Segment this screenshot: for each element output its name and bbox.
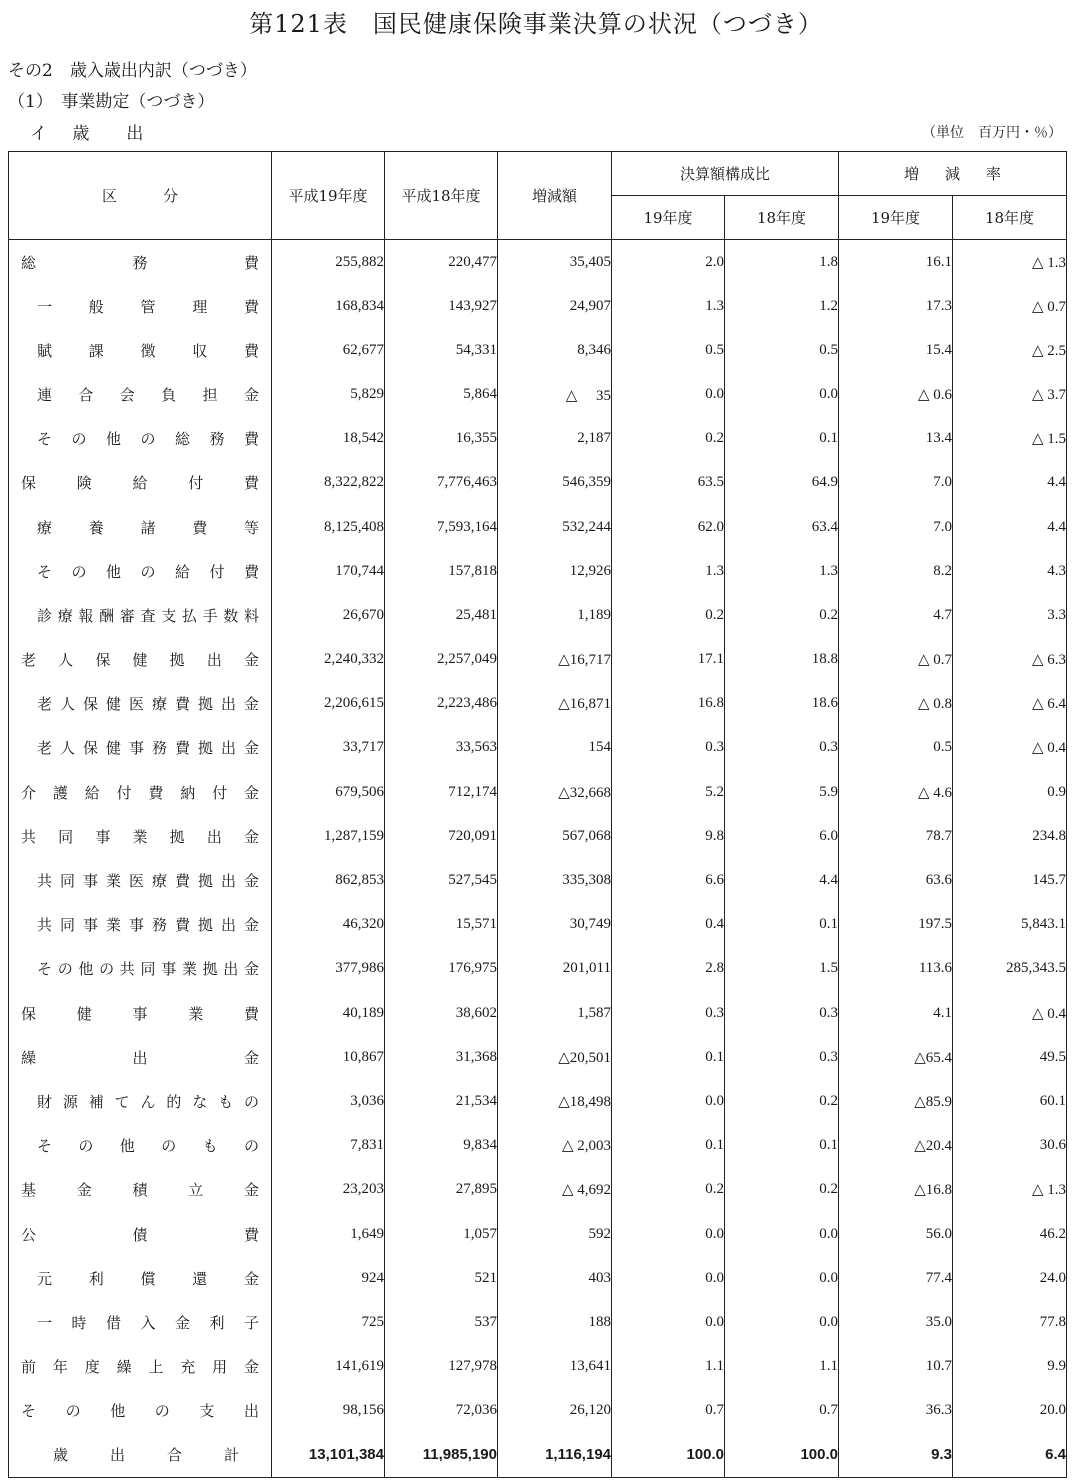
row-label: 歳出合計 bbox=[9, 1433, 272, 1478]
rate-18: △ 2.5 bbox=[953, 328, 1067, 372]
row-label: 療養諸費等 bbox=[9, 505, 272, 549]
row-label: 連合会負担金 bbox=[9, 372, 272, 416]
header-composition-18: 18年度 bbox=[725, 196, 839, 240]
rate-18: 234.8 bbox=[953, 814, 1067, 858]
composition-19: 0.3 bbox=[612, 991, 725, 1035]
rate-18: △ 6.3 bbox=[953, 638, 1067, 682]
rate-18: 285,343.5 bbox=[953, 947, 1067, 991]
composition-18: 18.8 bbox=[725, 638, 839, 682]
header-rate-19: 19年度 bbox=[839, 196, 953, 240]
value-change: 188 bbox=[498, 1300, 612, 1344]
row-label: 基金積立金 bbox=[9, 1168, 272, 1212]
composition-18: 1.1 bbox=[725, 1345, 839, 1389]
composition-19: 0.0 bbox=[612, 372, 725, 416]
value-fy18: 527,545 bbox=[385, 858, 498, 902]
value-change: 8,346 bbox=[498, 328, 612, 372]
composition-19: 1.3 bbox=[612, 284, 725, 328]
composition-18: 0.3 bbox=[725, 991, 839, 1035]
composition-18: 18.6 bbox=[725, 682, 839, 726]
value-change: 546,359 bbox=[498, 461, 612, 505]
value-change: 1,116,194 bbox=[498, 1433, 612, 1478]
value-fy18: 712,174 bbox=[385, 770, 498, 814]
rate-19: 9.3 bbox=[839, 1433, 953, 1478]
rate-18: 3.3 bbox=[953, 593, 1067, 637]
subtitle-expenditure: イ 歳 出 bbox=[30, 124, 154, 144]
unit-note: （単位 百万円・％） bbox=[922, 125, 1062, 141]
page-title: 第121表 国民健康保険事業決算の状況（つづき） bbox=[249, 10, 823, 38]
value-change: 13,641 bbox=[498, 1345, 612, 1389]
rate-18: 5,843.1 bbox=[953, 903, 1067, 947]
row-label: 共同事業事務費拠出金 bbox=[9, 903, 272, 947]
rate-19: △ 0.7 bbox=[839, 638, 953, 682]
row-label: その他の共同事業拠出金 bbox=[9, 947, 272, 991]
table-row bbox=[9, 505, 1067, 549]
composition-18: 1.8 bbox=[725, 240, 839, 285]
table-row bbox=[9, 903, 1067, 947]
rate-18: △ 1.5 bbox=[953, 417, 1067, 461]
value-fy18: 127,978 bbox=[385, 1345, 498, 1389]
composition-19: 5.2 bbox=[612, 770, 725, 814]
composition-19: 9.8 bbox=[612, 814, 725, 858]
rate-18: 6.4 bbox=[953, 1433, 1067, 1478]
value-change: 1,189 bbox=[498, 593, 612, 637]
value-fy19: 924 bbox=[272, 1256, 385, 1300]
value-change: 532,244 bbox=[498, 505, 612, 549]
table-row bbox=[9, 726, 1067, 770]
row-label: 総務費 bbox=[9, 240, 272, 285]
value-change: △32,668 bbox=[498, 770, 612, 814]
value-fy18: 16,355 bbox=[385, 417, 498, 461]
composition-19: 0.0 bbox=[612, 1079, 725, 1123]
table-row bbox=[9, 372, 1067, 416]
row-label: 保険給付費 bbox=[9, 461, 272, 505]
row-label: 保健事業費 bbox=[9, 991, 272, 1035]
table-row bbox=[9, 284, 1067, 328]
value-fy19: 8,322,822 bbox=[272, 461, 385, 505]
rate-19: 4.1 bbox=[839, 991, 953, 1035]
value-fy18: 72,036 bbox=[385, 1389, 498, 1433]
composition-18: 0.2 bbox=[725, 1079, 839, 1123]
composition-19: 63.5 bbox=[612, 461, 725, 505]
value-fy19: 170,744 bbox=[272, 549, 385, 593]
value-change: 335,308 bbox=[498, 858, 612, 902]
composition-19: 1.1 bbox=[612, 1345, 725, 1389]
total-row bbox=[9, 1433, 1067, 1478]
row-label: 財源補てん的なもの bbox=[9, 1079, 272, 1123]
subtitle-section: その2 歳入歳出内訳（つづき） bbox=[8, 61, 257, 81]
rate-19: △ 0.8 bbox=[839, 682, 953, 726]
table-row bbox=[9, 417, 1067, 461]
value-change: 567,068 bbox=[498, 814, 612, 858]
value-change: 2,187 bbox=[498, 417, 612, 461]
row-label: その他の支出 bbox=[9, 1389, 272, 1433]
composition-19: 100.0 bbox=[612, 1433, 725, 1478]
rate-18: 49.5 bbox=[953, 1035, 1067, 1079]
header-composition: 決算額構成比 bbox=[612, 152, 839, 196]
value-change: △ 35 bbox=[498, 372, 612, 416]
composition-18: 0.0 bbox=[725, 1300, 839, 1344]
value-fy19: 1,649 bbox=[272, 1212, 385, 1256]
value-fy19: 13,101,384 bbox=[272, 1433, 385, 1478]
table-row bbox=[9, 814, 1067, 858]
value-change: 24,907 bbox=[498, 284, 612, 328]
composition-18: 0.5 bbox=[725, 328, 839, 372]
composition-19: 0.1 bbox=[612, 1124, 725, 1168]
value-fy19: 3,036 bbox=[272, 1079, 385, 1123]
rate-19: 4.7 bbox=[839, 593, 953, 637]
value-fy19: 2,240,332 bbox=[272, 638, 385, 682]
composition-18: 0.2 bbox=[725, 1168, 839, 1212]
rate-19: △65.4 bbox=[839, 1035, 953, 1079]
rate-19: △16.8 bbox=[839, 1168, 953, 1212]
rate-19: 56.0 bbox=[839, 1212, 953, 1256]
header-rate: 増減率 bbox=[839, 152, 1067, 196]
value-fy18: 5,864 bbox=[385, 372, 498, 416]
composition-18: 0.0 bbox=[725, 1212, 839, 1256]
value-fy18: 54,331 bbox=[385, 328, 498, 372]
composition-19: 0.0 bbox=[612, 1212, 725, 1256]
composition-18: 1.5 bbox=[725, 947, 839, 991]
composition-18: 0.1 bbox=[725, 1124, 839, 1168]
composition-19: 0.0 bbox=[612, 1300, 725, 1344]
rate-18: △ 1.3 bbox=[953, 240, 1067, 285]
value-change: 201,011 bbox=[498, 947, 612, 991]
value-fy19: 2,206,615 bbox=[272, 682, 385, 726]
value-fy18: 537 bbox=[385, 1300, 498, 1344]
value-fy19: 255,882 bbox=[272, 240, 385, 285]
table-row bbox=[9, 1300, 1067, 1344]
value-change: △18,498 bbox=[498, 1079, 612, 1123]
table-row bbox=[9, 1035, 1067, 1079]
rate-19: 10.7 bbox=[839, 1345, 953, 1389]
rate-19: 197.5 bbox=[839, 903, 953, 947]
composition-18: 5.9 bbox=[725, 770, 839, 814]
value-fy19: 141,619 bbox=[272, 1345, 385, 1389]
composition-18: 1.2 bbox=[725, 284, 839, 328]
value-fy18: 33,563 bbox=[385, 726, 498, 770]
value-fy19: 168,834 bbox=[272, 284, 385, 328]
table-row bbox=[9, 1124, 1067, 1168]
table-row bbox=[9, 858, 1067, 902]
value-change: 403 bbox=[498, 1256, 612, 1300]
row-label: 一般管理費 bbox=[9, 284, 272, 328]
rate-18: 60.1 bbox=[953, 1079, 1067, 1123]
rate-18: 0.9 bbox=[953, 770, 1067, 814]
rate-18: 46.2 bbox=[953, 1212, 1067, 1256]
row-label: 公債費 bbox=[9, 1212, 272, 1256]
rate-19: 35.0 bbox=[839, 1300, 953, 1344]
value-change: △16,871 bbox=[498, 682, 612, 726]
row-label: 一時借入金利子 bbox=[9, 1300, 272, 1344]
row-label: 元利償還金 bbox=[9, 1256, 272, 1300]
composition-18: 0.7 bbox=[725, 1389, 839, 1433]
rate-19: 17.3 bbox=[839, 284, 953, 328]
composition-19: 17.1 bbox=[612, 638, 725, 682]
value-fy19: 62,677 bbox=[272, 328, 385, 372]
value-fy18: 21,534 bbox=[385, 1079, 498, 1123]
value-fy19: 679,506 bbox=[272, 770, 385, 814]
value-fy18: 2,223,486 bbox=[385, 682, 498, 726]
header-fy18: 平成18年度 bbox=[385, 152, 498, 240]
composition-19: 62.0 bbox=[612, 505, 725, 549]
composition-18: 0.1 bbox=[725, 903, 839, 947]
composition-18: 0.2 bbox=[725, 593, 839, 637]
table-row bbox=[9, 1212, 1067, 1256]
value-change: 26,120 bbox=[498, 1389, 612, 1433]
value-fy19: 33,717 bbox=[272, 726, 385, 770]
row-label: その他のもの bbox=[9, 1124, 272, 1168]
table-row bbox=[9, 1345, 1067, 1389]
value-fy19: 5,829 bbox=[272, 372, 385, 416]
table-row bbox=[9, 240, 1067, 285]
row-label: 診療報酬審査支払手数料 bbox=[9, 593, 272, 637]
rate-18: 20.0 bbox=[953, 1389, 1067, 1433]
rate-18: 24.0 bbox=[953, 1256, 1067, 1300]
value-fy19: 862,853 bbox=[272, 858, 385, 902]
rate-18: 9.9 bbox=[953, 1345, 1067, 1389]
value-fy19: 377,986 bbox=[272, 947, 385, 991]
rate-18: △ 0.7 bbox=[953, 284, 1067, 328]
rate-18: 145.7 bbox=[953, 858, 1067, 902]
value-change: △16,717 bbox=[498, 638, 612, 682]
header-fy19: 平成19年度 bbox=[272, 152, 385, 240]
subtitle-account: （1） 事業勘定（つづき） bbox=[8, 92, 215, 112]
value-fy18: 31,368 bbox=[385, 1035, 498, 1079]
rate-19: 78.7 bbox=[839, 814, 953, 858]
composition-18: 63.4 bbox=[725, 505, 839, 549]
table-row bbox=[9, 1256, 1067, 1300]
value-change: 1,587 bbox=[498, 991, 612, 1035]
value-fy18: 15,571 bbox=[385, 903, 498, 947]
value-fy18: 11,985,190 bbox=[385, 1433, 498, 1478]
value-fy18: 1,057 bbox=[385, 1212, 498, 1256]
rate-18: 30.6 bbox=[953, 1124, 1067, 1168]
row-label: 共同事業拠出金 bbox=[9, 814, 272, 858]
composition-18: 0.3 bbox=[725, 726, 839, 770]
table-row bbox=[9, 328, 1067, 372]
rate-19: 13.4 bbox=[839, 417, 953, 461]
value-change: 592 bbox=[498, 1212, 612, 1256]
row-label: 老人保健事務費拠出金 bbox=[9, 726, 272, 770]
value-fy18: 38,602 bbox=[385, 991, 498, 1035]
composition-18: 0.0 bbox=[725, 372, 839, 416]
composition-19: 2.0 bbox=[612, 240, 725, 285]
value-fy19: 40,189 bbox=[272, 991, 385, 1035]
rate-19: 8.2 bbox=[839, 549, 953, 593]
rate-18: △ 1.3 bbox=[953, 1168, 1067, 1212]
composition-19: 0.5 bbox=[612, 328, 725, 372]
value-fy19: 26,670 bbox=[272, 593, 385, 637]
row-label: 賦課徴収費 bbox=[9, 328, 272, 372]
rate-18: △ 0.4 bbox=[953, 991, 1067, 1035]
rate-19: 77.4 bbox=[839, 1256, 953, 1300]
rate-19: 16.1 bbox=[839, 240, 953, 285]
rate-18: △ 3.7 bbox=[953, 372, 1067, 416]
row-label: その他の給付費 bbox=[9, 549, 272, 593]
table-row bbox=[9, 1079, 1067, 1123]
composition-18: 6.0 bbox=[725, 814, 839, 858]
table-row bbox=[9, 770, 1067, 814]
value-fy18: 7,776,463 bbox=[385, 461, 498, 505]
composition-19: 0.4 bbox=[612, 903, 725, 947]
value-change: 12,926 bbox=[498, 549, 612, 593]
row-label: 繰出金 bbox=[9, 1035, 272, 1079]
rate-19: 113.6 bbox=[839, 947, 953, 991]
value-change: △ 2,003 bbox=[498, 1124, 612, 1168]
value-fy18: 7,593,164 bbox=[385, 505, 498, 549]
table-row bbox=[9, 947, 1067, 991]
value-fy19: 23,203 bbox=[272, 1168, 385, 1212]
composition-19: 0.0 bbox=[612, 1256, 725, 1300]
rate-19: 15.4 bbox=[839, 328, 953, 372]
composition-19: 0.2 bbox=[612, 1168, 725, 1212]
value-change: 35,405 bbox=[498, 240, 612, 285]
value-fy18: 720,091 bbox=[385, 814, 498, 858]
composition-18: 0.1 bbox=[725, 417, 839, 461]
composition-18: 4.4 bbox=[725, 858, 839, 902]
value-change: 154 bbox=[498, 726, 612, 770]
composition-18: 1.3 bbox=[725, 549, 839, 593]
rate-19: △ 0.6 bbox=[839, 372, 953, 416]
header-category: 区分 bbox=[9, 152, 272, 240]
composition-19: 16.8 bbox=[612, 682, 725, 726]
value-fy18: 176,975 bbox=[385, 947, 498, 991]
composition-18: 0.3 bbox=[725, 1035, 839, 1079]
header-composition-19: 19年度 bbox=[612, 196, 725, 240]
header-rate-18: 18年度 bbox=[953, 196, 1067, 240]
value-change: 30,749 bbox=[498, 903, 612, 947]
value-fy19: 8,125,408 bbox=[272, 505, 385, 549]
composition-19: 0.2 bbox=[612, 593, 725, 637]
value-fy19: 10,867 bbox=[272, 1035, 385, 1079]
composition-18: 0.0 bbox=[725, 1256, 839, 1300]
composition-19: 0.2 bbox=[612, 417, 725, 461]
composition-19: 0.7 bbox=[612, 1389, 725, 1433]
table-body bbox=[9, 240, 1067, 1478]
composition-19: 1.3 bbox=[612, 549, 725, 593]
composition-19: 6.6 bbox=[612, 858, 725, 902]
rate-19: △ 4.6 bbox=[839, 770, 953, 814]
rate-19: △85.9 bbox=[839, 1079, 953, 1123]
value-fy18: 9,834 bbox=[385, 1124, 498, 1168]
value-fy18: 220,477 bbox=[385, 240, 498, 285]
table-row bbox=[9, 549, 1067, 593]
rate-18: 77.8 bbox=[953, 1300, 1067, 1344]
row-label: その他の総務費 bbox=[9, 417, 272, 461]
table-row bbox=[9, 638, 1067, 682]
table-row bbox=[9, 682, 1067, 726]
rate-19: 63.6 bbox=[839, 858, 953, 902]
value-fy19: 725 bbox=[272, 1300, 385, 1344]
rate-19: 0.5 bbox=[839, 726, 953, 770]
value-change: △20,501 bbox=[498, 1035, 612, 1079]
composition-18: 64.9 bbox=[725, 461, 839, 505]
composition-19: 0.1 bbox=[612, 1035, 725, 1079]
header-change: 増減額 bbox=[498, 152, 612, 240]
value-fy18: 521 bbox=[385, 1256, 498, 1300]
value-change: △ 4,692 bbox=[498, 1168, 612, 1212]
rate-18: 4.3 bbox=[953, 549, 1067, 593]
expenditure-table bbox=[8, 151, 1067, 1478]
value-fy18: 143,927 bbox=[385, 284, 498, 328]
row-label: 老人保健医療費拠出金 bbox=[9, 682, 272, 726]
rate-19: 7.0 bbox=[839, 505, 953, 549]
composition-19: 2.8 bbox=[612, 947, 725, 991]
table-row bbox=[9, 593, 1067, 637]
rate-18: 4.4 bbox=[953, 461, 1067, 505]
row-label: 前年度繰上充用金 bbox=[9, 1345, 272, 1389]
rate-19: △20.4 bbox=[839, 1124, 953, 1168]
value-fy18: 27,895 bbox=[385, 1168, 498, 1212]
composition-18: 100.0 bbox=[725, 1433, 839, 1478]
value-fy18: 25,481 bbox=[385, 593, 498, 637]
row-label: 介護給付費納付金 bbox=[9, 770, 272, 814]
value-fy18: 157,818 bbox=[385, 549, 498, 593]
value-fy19: 98,156 bbox=[272, 1389, 385, 1433]
rate-18: △ 0.4 bbox=[953, 726, 1067, 770]
row-label: 共同事業医療費拠出金 bbox=[9, 858, 272, 902]
value-fy18: 2,257,049 bbox=[385, 638, 498, 682]
table-row bbox=[9, 1168, 1067, 1212]
value-fy19: 7,831 bbox=[272, 1124, 385, 1168]
rate-18: 4.4 bbox=[953, 505, 1067, 549]
table-row bbox=[9, 991, 1067, 1035]
rate-18: △ 6.4 bbox=[953, 682, 1067, 726]
rate-19: 36.3 bbox=[839, 1389, 953, 1433]
rate-19: 7.0 bbox=[839, 461, 953, 505]
value-fy19: 46,320 bbox=[272, 903, 385, 947]
value-fy19: 1,287,159 bbox=[272, 814, 385, 858]
value-fy19: 18,542 bbox=[272, 417, 385, 461]
row-label: 老人保健拠出金 bbox=[9, 638, 272, 682]
composition-19: 0.3 bbox=[612, 726, 725, 770]
table-row bbox=[9, 461, 1067, 505]
table-row bbox=[9, 1389, 1067, 1433]
